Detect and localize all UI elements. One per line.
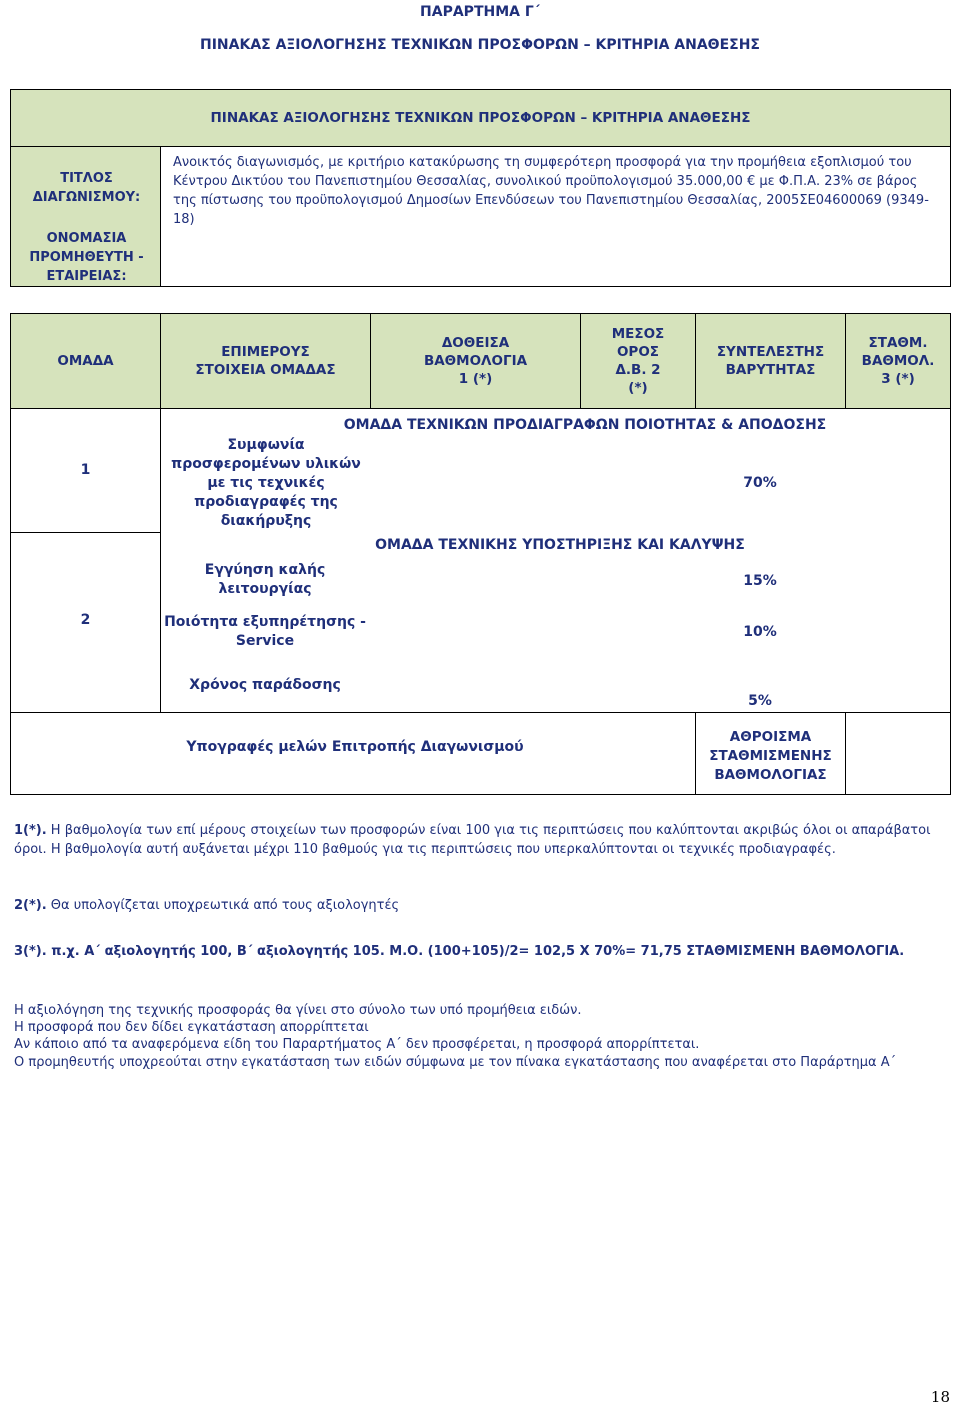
note-2 <box>14 896 944 915</box>
group2-title: ΟΜΑΔΑ ΤΕΧΝΙΚΗΣ ΥΠΟΣΤΗΡΙΞΗΣ ΚΑΙ ΚΑΛΥΨΗΣ <box>375 536 745 553</box>
header-group: ΟΜΑΔΑ <box>10 313 161 409</box>
note-1-label: 1(*). <box>14 823 47 838</box>
header-items: ΕΠΙΜΕΡΟΥΣ ΣΤΟΙΧΕΙΑ ΟΜΑΔΑΣ <box>160 313 371 409</box>
group2-item-warranty: Εγγύηση καλής λειτουργίας <box>204 562 326 597</box>
tender-title-label: ΤΙΤΛΟΣ ΔΙΑΓΩΝΙΣΜΟΥ: <box>32 171 141 205</box>
note-line-3: Αν κάποιο από τα αναφερόμενα είδη του Παραρτήματος Α΄ δεν προσφέρεται, η προσφορά απορρίπτεται. <box>14 1037 700 1052</box>
group2-item-warranty-weight: 15% <box>743 572 777 589</box>
group1-item: Συμφωνία προσφερομένων υλικών με τις τεχνικές προδιαγραφές της διακήρυξης <box>171 436 361 529</box>
group2-item-service-weight: 10% <box>743 623 777 640</box>
appendix-title: ΠΑΡΑΡΤΗΜΑ Γ΄ <box>420 4 540 20</box>
group2-item-service: Ποιότητα εξυπηρέτησης - Service <box>164 614 366 649</box>
signatures-label: Υπογραφές μελών Επιτροπής Διαγωνισμού <box>186 738 524 755</box>
group2-item-delivery-weight: 5% <box>748 692 772 709</box>
group2-number: 2 <box>80 611 91 628</box>
group1-number: 1 <box>80 461 91 478</box>
supplier-name-label: ΟΝΟΜΑΣΙΑ ΠΡΟΜΗΘΕΥΤΗ - ΕΤΑΙΡΕΙΑΣ: <box>29 231 144 284</box>
header-score: ΔΟΘΕΙΣΑ ΒΑΘΜΟΛΟΓΙΑ 1 (*) <box>370 313 581 409</box>
tender-description: Ανοικτός διαγωνισμός, με κριτήριο κατακύρωσης τη συμφερότερη προσφορά για την προμήθεια εξοπλισμού του Κέντρου Δικτύου του Πανεπιστημίου Θεσσαλίας, συνολικού προϋπολογισμού 35.000,00 € με Φ.Π.Α. 23% σε βάρος της πίστωσης του προϋπολογισμού Δημοσίων Επενδύσεων του Πανεπιστημίου Θεσσαλίας, 2005ΣΕ04600069 (9349-18) <box>160 146 951 287</box>
note-2-label: 2(*). <box>14 898 47 913</box>
note-2-text: Θα υπολογίζεται υποχρεωτικά από τους αξιολογητές <box>46 898 400 913</box>
info-table-header: ΠΙΝΑΚΑΣ ΑΞΙΟΛΟΓΗΣΗΣ ΤΕΧΝΙΚΩΝ ΠΡΟΣΦΟΡΩΝ – ΚΡΙΤΗΡΙΑ ΑΝΑΘΕΣΗΣ <box>10 89 951 147</box>
page-number: 18 <box>930 1388 950 1406</box>
header-average: ΜΕΣΟΣ ΟΡΟΣ Δ.Β. 2 (*) <box>580 313 696 409</box>
group1-weight: 70% <box>743 474 777 491</box>
info-table-labels <box>10 146 161 287</box>
note-1 <box>14 821 944 859</box>
note-1-text: Η βαθμολογία των επί μέρους στοιχείων των προσφορών είναι 100 για τις περιπτώσεις που καλύπτονται ακριβώς όλοι οι απαράβατοι όροι. Η βαθμολογία αυτή αυξάνεται μέχρι 110 βαθμούς για τις περιπτώσεις που υπερκαλύπτονται οι τεχνικές προδιαγραφές. <box>14 823 931 857</box>
header-weight: ΣΥΝΤΕΛΕΣΤΗΣ ΒΑΡΥΤΗΤΑΣ <box>695 313 846 409</box>
header-weighted-score: ΣΤΑΘΜ. ΒΑΘΜΟΛ. 3 (*) <box>845 313 951 409</box>
total-value-cell <box>845 712 951 795</box>
note-line-2: Η προσφορά που δεν δίδει εγκατάσταση απορρίπτεται <box>14 1020 369 1035</box>
group2-item-delivery: Χρόνος παράδοσης <box>189 676 341 693</box>
note-3: 3(*). π.χ. Α΄ αξιολογητής 100, Β΄ αξιολογητής 105. Μ.Ο. (100+105)/2= 102,5 Χ 70%= 71,75 ΣΤΑΘΜΙΣΜΕΝΗ ΒΑΘΜΟΛΟΓΙΑ. <box>14 944 905 959</box>
document-title: ΠΙΝΑΚΑΣ ΑΞΙΟΛΟΓΗΣΗΣ ΤΕΧΝΙΚΩΝ ΠΡΟΣΦΟΡΩΝ – ΚΡΙΤΗΡΙΑ ΑΝΑΘΕΣΗΣ <box>200 37 760 53</box>
note-line-1: Η αξιολόγηση της τεχνικής προσφοράς θα γίνει στο σύνολο των υπό προμήθεια ειδών. <box>14 1003 582 1018</box>
group1-title: ΟΜΑΔΑ ΤΕΧΝΙΚΩΝ ΠΡΟΔΙΑΓΡΑΦΩΝ ΠΟΙΟΤΗΤΑΣ & ΑΠΟΔΟΣΗΣ <box>343 416 827 433</box>
total-weighted-score-label: ΑΘΡΟΙΣΜΑ ΣΤΑΘΜΙΣΜΕΝΗΣ ΒΑΘΜΟΛΟΓΙΑΣ <box>709 728 832 783</box>
note-line-4: Ο προμηθευτής υποχρεούται στην εγκατάσταση των ειδών σύμφωνα με τον πίνακα εγκατάστασης που αναφέρεται στο Παράρτημα Α΄ <box>14 1055 897 1070</box>
